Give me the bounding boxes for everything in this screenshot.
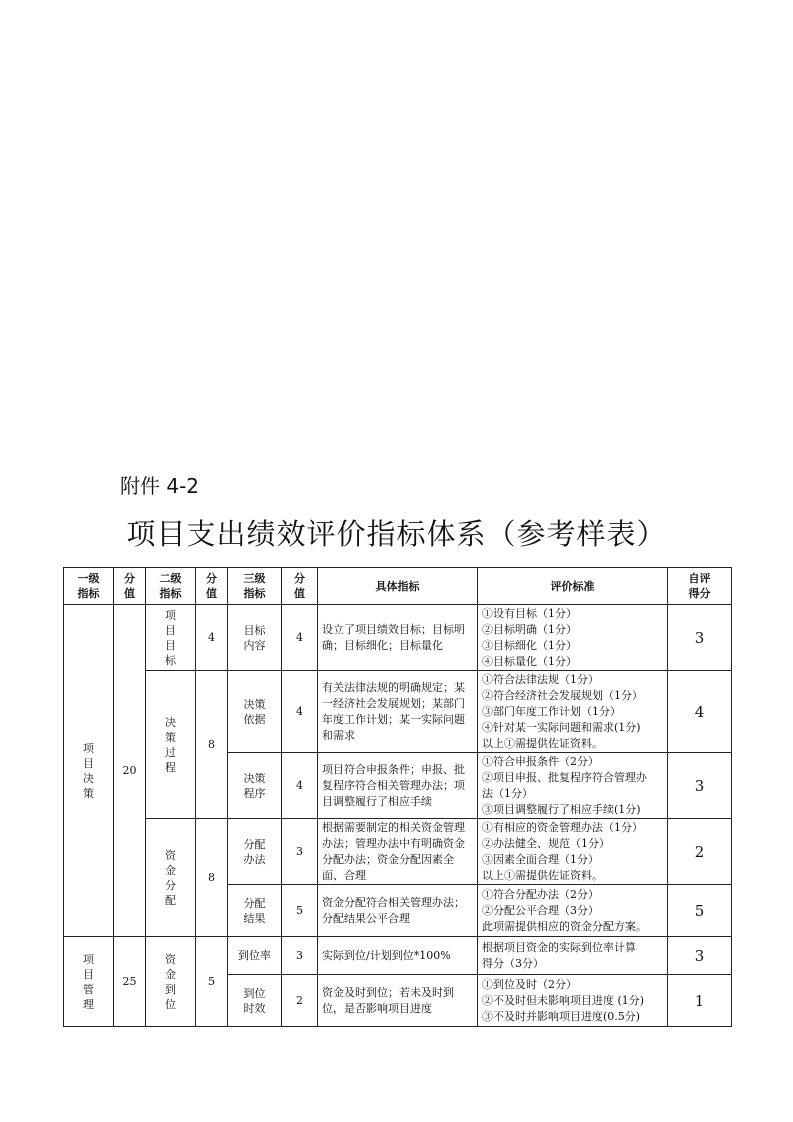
level3-score: 3: [282, 819, 318, 885]
self-score: 4: [668, 671, 732, 753]
level3-name: 分配办法: [228, 819, 282, 885]
self-score: 3: [668, 753, 732, 819]
level3-score: 4: [282, 605, 318, 671]
table-row: [64, 605, 732, 671]
group-decision-name: 项目决策: [64, 605, 114, 937]
evaluation-criteria: ①有相应的资金管理办法（1分） ②办法健全、规范（1分） ③因素全面合理（1分） 以上①需提供佐证资料。: [478, 819, 668, 885]
specific-indicator: 有关法律法规的明确规定；某一经济社会发展规划；某部门年度工作计划；某一实际问题和需求: [318, 671, 478, 753]
level2-arrival-score: 5: [196, 937, 228, 1027]
self-score: 3: [668, 937, 732, 975]
group-management-name: 项目管理: [64, 937, 114, 1027]
specific-indicator: 设立了项目绩效目标；目标明确；目标细化；目标量化: [318, 605, 478, 671]
header-self-score: 自评得分: [668, 568, 732, 605]
header-row: [64, 568, 732, 605]
evaluation-criteria: ①符合法律法规（1分） ②符合经济社会发展规划（1分） ③部门年度工作计划（1分） ④针对某一实际问题和需求(1分) 以上①需提供佐证资料。: [478, 671, 668, 753]
level2-allocation-score: 8: [196, 819, 228, 937]
evaluation-criteria: 根据项目资金的实际到位率计算 得分（3分）: [478, 937, 668, 975]
level2-allocation-name: 资金分配: [146, 819, 196, 937]
level3-score: 5: [282, 885, 318, 937]
level3-score: 2: [282, 975, 318, 1027]
evaluation-criteria: ①到位及时（2分） ②不及时但未影响项目进度 (1分) ③不及时并影响项目进度(0.5分): [478, 975, 668, 1027]
specific-indicator: 资金及时到位；若未及时到位，是否影响项目进度: [318, 975, 478, 1027]
level2-target-name: 项目目标: [146, 605, 196, 671]
level3-name: 目标内容: [228, 605, 282, 671]
level3-score: 3: [282, 937, 318, 975]
self-score: 2: [668, 819, 732, 885]
self-score: 5: [668, 885, 732, 937]
header-level2: 二级指标: [146, 568, 196, 605]
table-row: [64, 819, 732, 885]
self-score: 1: [668, 975, 732, 1027]
header-level3: 三级指标: [228, 568, 282, 605]
evaluation-criteria: ①设有目标（1分） ②目标明确（1分） ③目标细化（1分） ④目标量化（1分）: [478, 605, 668, 671]
table-row: [64, 937, 732, 975]
self-score: 3: [668, 605, 732, 671]
specific-indicator: 项目符合申报条件；申报、批复程序符合相关管理办法；项目调整履行了相应手续: [318, 753, 478, 819]
level2-arrival-name: 资金到位: [146, 937, 196, 1027]
header-score1: 分值: [114, 568, 146, 605]
level2-process-name: 决策过程: [146, 671, 196, 819]
table-row: [64, 671, 732, 753]
indicator-table: [63, 567, 732, 1027]
level3-score: 4: [282, 671, 318, 753]
header-score2: 分值: [196, 568, 228, 605]
level3-name: 到位率: [228, 937, 282, 975]
evaluation-criteria: ①符合分配办法（2分） ②分配公平合理（3分） 此项需提供相应的资金分配方案。: [478, 885, 668, 937]
evaluation-criteria: ①符合申报条件（2分） ②项目申报、批复程序符合管理办 法（1分） ③项目调整履行了相应手续(1分): [478, 753, 668, 819]
header-level1: 一级指标: [64, 568, 114, 605]
group-decision-score: 20: [114, 605, 146, 937]
specific-indicator: 根据需要制定的相关资金管理办法；管理办法中有明确资金分配办法；资金分配因素全面、合理: [318, 819, 478, 885]
header-specific: 具体指标: [318, 568, 478, 605]
specific-indicator: 实际到位/计划到位*100%: [318, 937, 478, 975]
level3-name: 到位时效: [228, 975, 282, 1027]
attachment-label: 附件 4-2: [120, 474, 200, 498]
header-score3: 分值: [282, 568, 318, 605]
level3-name: 分配结果: [228, 885, 282, 937]
level3-name: 决策程序: [228, 753, 282, 819]
level2-process-score: 8: [196, 671, 228, 819]
header-criteria: 评价标准: [478, 568, 668, 605]
group-management-score: 25: [114, 937, 146, 1027]
document-title: 项目支出绩效评价指标体系（参考样表）: [126, 517, 667, 551]
specific-indicator: 资金分配符合相关管理办法；分配结果公平合理: [318, 885, 478, 937]
level3-score: 4: [282, 753, 318, 819]
level2-target-score: 4: [196, 605, 228, 671]
level3-name: 决策依据: [228, 671, 282, 753]
